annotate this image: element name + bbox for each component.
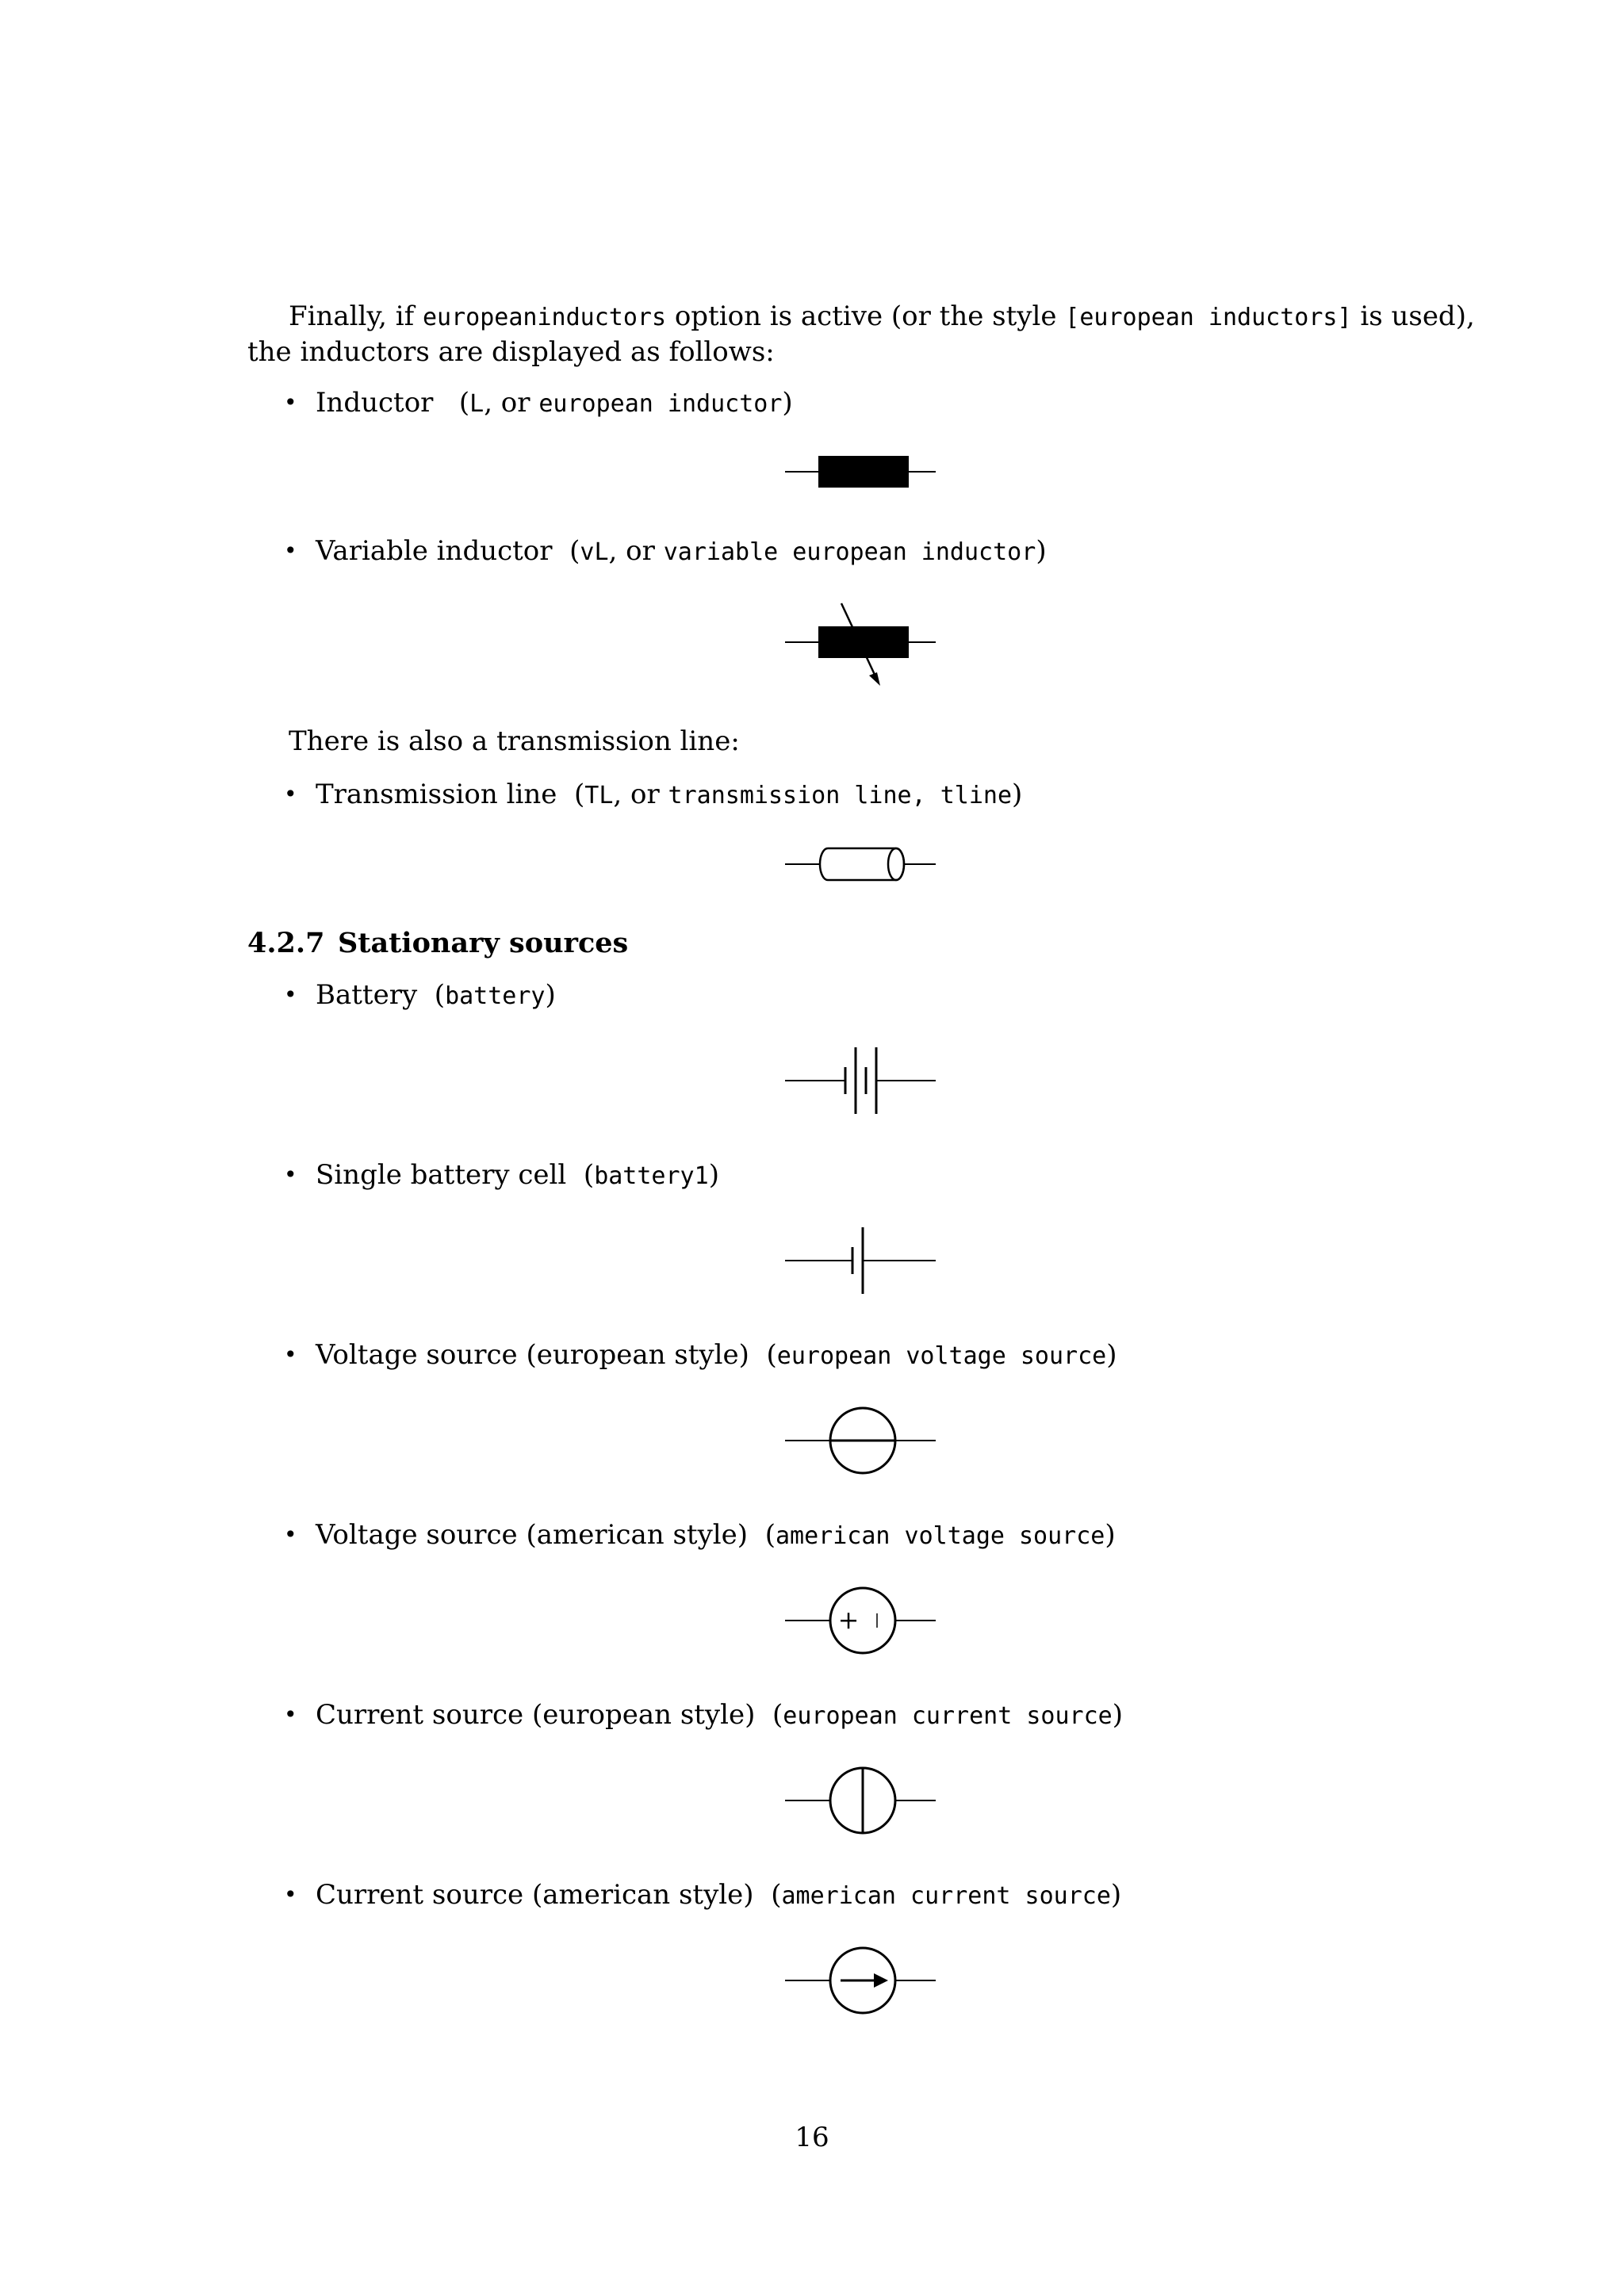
list-item-battery: [316, 978, 556, 1014]
paren: (: [772, 1699, 783, 1731]
paren: ): [1110, 1879, 1122, 1911]
code-name: TL: [584, 782, 614, 809]
list-item-european-voltage-source: [316, 1337, 1116, 1374]
list-item-american-voltage-source: [316, 1517, 1116, 1554]
list-item-transmission-line: [316, 777, 1022, 813]
list-item-european-current-source: [316, 1697, 1123, 1734]
list-item-battery-cell: [316, 1158, 719, 1194]
paren: (: [458, 387, 470, 419]
separator: , or: [613, 779, 668, 810]
code-name: american voltage source: [775, 1522, 1105, 1550]
list-item-inductor: [316, 385, 793, 422]
intro-text: is used),: [1351, 300, 1475, 332]
code-name: transmission line, tline: [668, 782, 1013, 809]
code-name: vL: [580, 538, 609, 566]
paren: ): [1012, 779, 1023, 810]
item-label: Voltage source (american style): [316, 1519, 749, 1551]
intro-text: option is active (or the style: [666, 300, 1066, 332]
code-name: european inductor: [538, 390, 783, 418]
battery-icon: [777, 1045, 936, 1116]
item-label: Variable inductor: [316, 535, 553, 567]
paren: ): [1105, 1519, 1116, 1551]
separator: , or: [608, 535, 664, 567]
code-name: american current source: [781, 1882, 1111, 1910]
plus-sign: +: [837, 1605, 860, 1635]
paren: ): [782, 387, 793, 419]
separator: , or: [484, 387, 539, 419]
paren: (: [771, 1879, 782, 1911]
code-name: battery: [445, 982, 546, 1010]
paren: (: [764, 1519, 776, 1551]
item-label: Voltage source (european style): [316, 1339, 749, 1371]
paren: ): [545, 979, 556, 1011]
bullet: •: [284, 389, 297, 415]
page-number: 16: [795, 2122, 829, 2153]
paren: (: [574, 779, 585, 810]
european-current-source-icon: [777, 1765, 936, 1836]
code-name: battery1: [594, 1162, 709, 1190]
code-name: european current source: [783, 1702, 1113, 1730]
european-voltage-source-icon: [777, 1405, 936, 1476]
bullet: •: [284, 538, 297, 564]
bullet: •: [284, 1701, 297, 1728]
bullet: •: [284, 1521, 297, 1548]
code-europeaninductors: europeaninductors: [422, 304, 667, 331]
code-name: L: [469, 390, 485, 418]
paren: ): [1112, 1699, 1123, 1731]
variable-european-inductor-icon: [777, 599, 936, 686]
item-label: Current source (european style): [316, 1699, 756, 1731]
paren: ): [1036, 535, 1047, 567]
bullet: •: [284, 781, 297, 807]
paren: (: [434, 979, 446, 1011]
list-item-american-current-source: [316, 1877, 1121, 1914]
code-european-inductors-style: [european inductors]: [1065, 304, 1352, 331]
item-label: Inductor: [316, 387, 434, 419]
item-label: Transmission line: [316, 779, 557, 810]
american-current-source-icon: [777, 1945, 936, 2016]
intro-line-2: the inductors are displayed as follows:: [247, 336, 775, 368]
intro-text: Finally, if: [289, 300, 423, 332]
bullet: •: [284, 1161, 297, 1188]
tline-intro: There is also a transmission line:: [289, 725, 740, 757]
bullet: •: [284, 1881, 297, 1908]
section-title: Stationary sources: [338, 927, 629, 959]
paren: (: [766, 1339, 777, 1371]
paren: ): [1106, 1339, 1117, 1371]
item-label: Single battery cell: [316, 1159, 567, 1191]
list-item-variable-inductor: [316, 534, 1047, 570]
section-number: 4.2.7: [247, 927, 325, 959]
european-inductor-icon: [777, 452, 936, 492]
paren: (: [583, 1159, 595, 1191]
bullet: •: [284, 1341, 297, 1368]
section-heading: [247, 926, 628, 961]
paren: (: [569, 535, 580, 567]
code-name: european voltage source: [776, 1342, 1107, 1370]
code-name: variable european inductor: [663, 538, 1036, 566]
american-voltage-source-icon: [777, 1585, 936, 1656]
bullet: •: [284, 982, 297, 1008]
intro-line-1: [289, 299, 1475, 335]
item-label: Battery: [316, 979, 418, 1011]
battery-cell-icon: [777, 1225, 936, 1296]
item-label: Current source (american style): [316, 1879, 754, 1911]
transmission-line-icon: [777, 844, 936, 884]
paren: ): [708, 1159, 719, 1191]
